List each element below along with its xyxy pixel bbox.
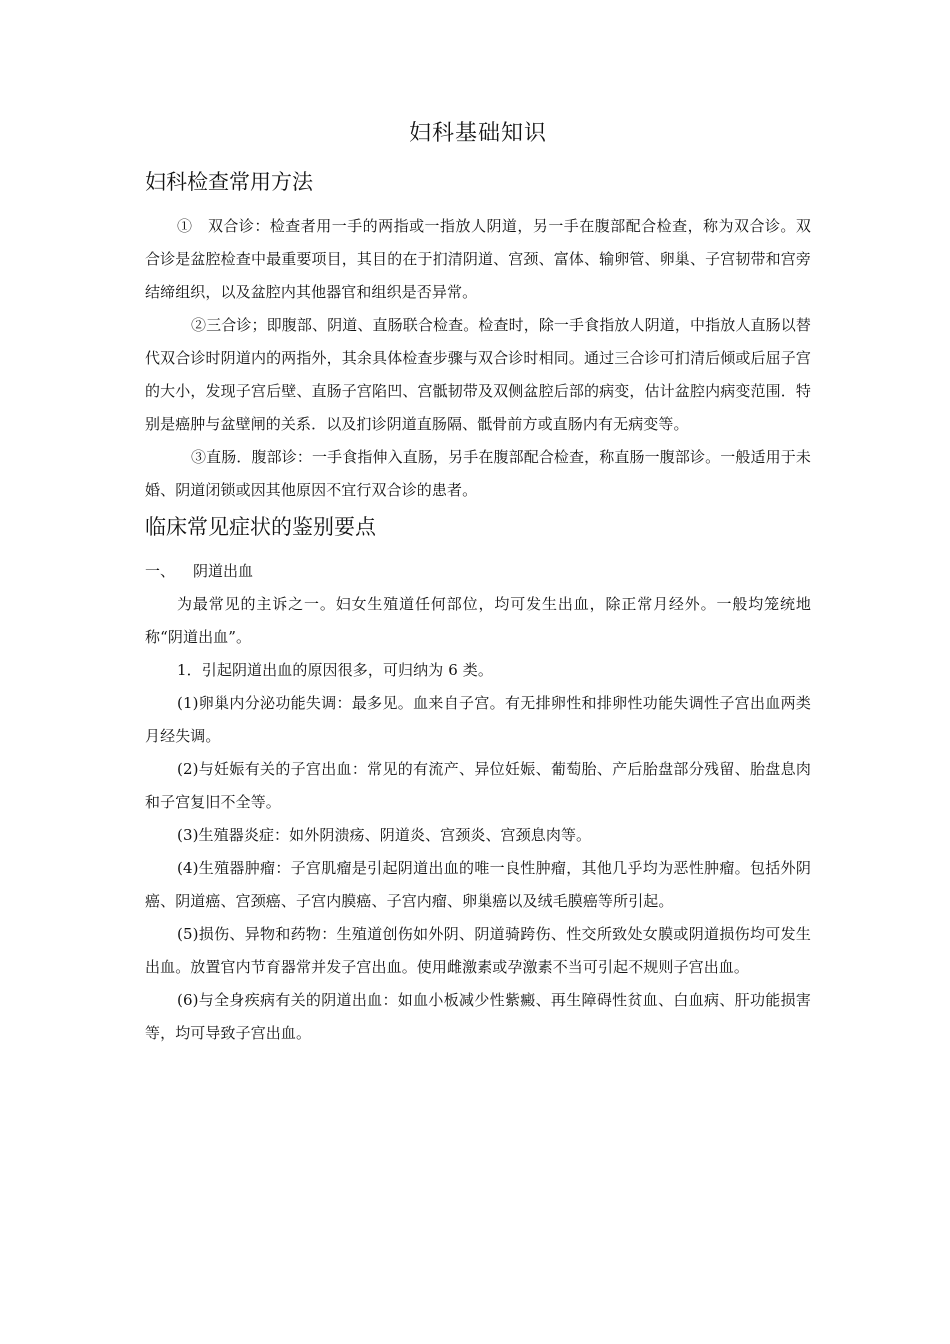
- list-item-heading: [145, 555, 811, 588]
- paragraph-cause-3: (3)生殖器炎症：如外阴溃疡、阴道炎、宫颈炎、宫颈息肉等。: [177, 826, 592, 844]
- paragraph-cause-2: (2)与妊娠有关的子宫出血：常见的有流产、异位妊娠、葡萄胎、产后胎盘部分残留、胎盘息肉和子宫复旧不全等。: [145, 760, 811, 811]
- paragraph-cause-1: (1)卵巢内分泌功能失调：最多见。血来自子宫。有无排卵性和排卵性功能失调性子宫出血两类月经失调。: [145, 694, 811, 745]
- document-body: [145, 116, 811, 1050]
- paragraph-bleeding-causes: 1．引起阴道出血的原因很多，可归纳为 6 类。: [177, 661, 493, 679]
- paragraph-bleeding-intro: 为最常见的主诉之一。妇女生殖道任何部位，均可发生出血，除正常月经外。一般均笼统地称“阴道出血”。: [145, 595, 811, 646]
- paragraph-cause-6: (6)与全身疾病有关的阴道出血：如血小板减少性紫癜、再生障碍性贫血、白血病、肝功能损害等，均可导致子宫出血。: [145, 991, 811, 1042]
- paragraph-bimanual-exam: ① 双合诊：检查者用一手的两指或一指放人阴道，另一手在腹部配合检查，称为双合诊。双合诊是盆腔检查中最重要项目，其目的在于扪清阴道、宫颈、富体、输卵管、卵巢、子宫韧带和宫旁结缔组织，以及盆腔内其他器官和组织是否异常。: [145, 217, 811, 301]
- section-heading-symptoms: 临床常见症状的鉴别要点: [145, 515, 376, 539]
- list-item-number: 一、: [145, 562, 176, 580]
- section-heading-exam-methods: 妇科检查常用方法: [145, 170, 313, 194]
- document-title: 妇科基础知识: [408, 121, 547, 146]
- paragraph-cause-5: (5)损伤、异物和药物：生殖道创伤如外阴、阴道骑跨伤、性交所致处女膜或阴道损伤均可发生出血。放置官内节育器常并发子宫出血。使用雌激素或孕激素不当可引起不规则子宫出血。: [145, 925, 811, 976]
- paragraph-trimanual-exam: ②三合诊；即腹部、阴道、直肠联合检查。检查时，除一手食指放人阴道，中指放人直肠以替代双合诊时阴道内的两指外，其余具体检查步骤与双合诊时相同。通过三合诊可扪清后倾或后屈子宫的大小，发现子宫后壁、直肠子宫陷凹、宫骶韧带及双侧盆腔后部的病变，估计盆腔内病变范围．特别是癌肿与盆壁闸的关系．以及扪诊阴道直肠隔、骶骨前方或直肠内有无病变等。: [145, 316, 811, 433]
- paragraph-rectal-exam: ③直肠．腹部诊：一手食指伸入直肠，另手在腹部配合检查，称直肠一腹部诊。一般适用于未婚、阴道闭锁或因其他原因不宜行双合诊的患者。: [145, 448, 811, 499]
- paragraph-cause-4: (4)生殖器肿瘤：子宫肌瘤是引起阴道出血的唯一良性肿瘤，其他几乎均为恶性肿瘤。包括外阴癌、阴道癌、宫颈癌、子宫内膜癌、子宫内瘤、卵巢癌以及绒毛膜癌等所引起。: [145, 859, 811, 910]
- list-item-title: 阴道出血: [193, 562, 254, 580]
